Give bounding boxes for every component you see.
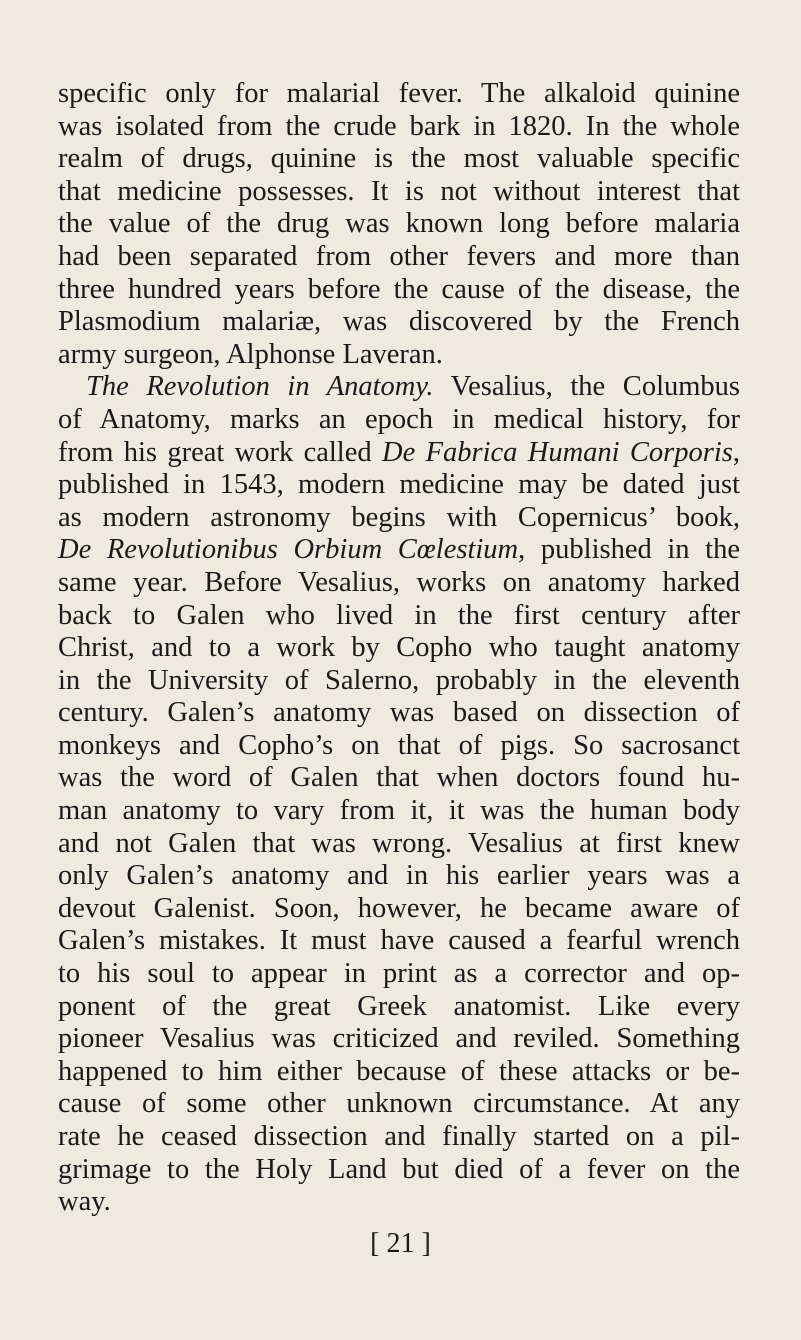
text-line [58,371,740,404]
italic-text: De Revolutionibus Orbium Cœlestium [58,534,519,566]
text-segment: man anatomy to vary from it, it was the human body [58,795,740,827]
text-segment: monkeys and Copho’s on that of pigs. So sacrosanct [58,729,740,761]
text-segment: Plasmodium malariæ, was discovered by the French [58,306,740,338]
text-segment: grimage to the Holy Land but died of a fever on the [58,1153,740,1185]
text-segment: the value of the drug was known long before malaria [58,208,740,240]
text-line [58,1088,740,1121]
text-line [58,404,740,437]
text-line [58,1121,740,1154]
text-segment: cause of some other unknown circumstance. At any [58,1088,740,1120]
text-line [58,1186,740,1219]
text-segment: only Galen’s anatomy and in his earlier years was a [58,860,740,892]
text-segment: was the word of Galen that when doctors found hu- [58,762,740,794]
text-line [58,306,740,339]
text-line [58,925,740,958]
text-line [58,111,740,144]
text-line [58,339,740,372]
text-line [58,632,740,665]
text-line [58,274,740,307]
text-line [58,730,740,763]
text-segment: back to Galen who lived in the first century after [58,599,740,631]
text-segment: realm of drugs, quinine is the most valuable specific [58,143,740,175]
text-line [58,208,740,241]
text-segment: same year. Before Vesalius, works on anatomy harked [58,566,740,598]
text-segment: Galen’s mistakes. It must have caused a fearful wrench [58,925,740,957]
text-segment: to his soul to appear in print as a corrector and op- [58,958,740,990]
text-line [58,241,740,274]
text-line [58,1023,740,1056]
text-segment: century. Galen’s anatomy was based on dissection of [58,697,740,729]
text-line [58,762,740,795]
text-segment: and not Galen that was wrong. Vesalius at first knew [58,827,740,859]
text-segment: Christ, and to a work by Copho who taught anatomy [58,632,740,664]
text-segment: that medicine possesses. It is not without interest that [58,175,740,207]
text-line [58,991,740,1024]
text-segment: army surgeon, Alphonse Laveran. [58,338,443,370]
text-line [58,176,740,209]
text-segment: of Anatomy, marks an epoch in medical history, for [58,403,740,435]
text-segment: specific only for malarial fever. The alkaloid quinine [58,78,740,109]
text-line [58,78,740,111]
italic-text: The Revolution in Anatomy. [86,371,434,403]
text-line [58,665,740,698]
text-line [58,893,740,926]
text-line [58,437,740,470]
text-line [58,828,740,861]
italic-text: De Fabrica Humani Corporis [381,436,733,468]
text-line [58,600,740,633]
page-body [58,78,740,1219]
text-segment: , [732,436,740,468]
text-line [58,1056,740,1089]
text-line [58,795,740,828]
text-line [58,502,740,535]
text-segment: in the University of Salerno, probably in the eleventh [58,664,740,696]
text-segment: had been separated from other fevers and more than [58,240,740,272]
text-segment: way. [58,1186,111,1218]
text-segment: rate he ceased dissection and finally started on a pil- [58,1121,740,1152]
text-line [58,1154,740,1187]
text-line [58,469,740,502]
text-segment: happened to him either because of these attacks or be- [58,1055,740,1087]
page-number: [ 21 ] [370,1228,431,1259]
text-segment: , published in the [518,534,740,566]
text-line [58,567,740,600]
text-segment: Vesalius, the Columbus [433,371,740,403]
text-segment: pioneer Vesalius was criticized and reviled. Something [58,1023,740,1055]
text-segment: ponent of the great Greek anatomist. Like every [58,990,740,1022]
text-segment: three hundred years before the cause of the disease, the [58,273,740,305]
text-line [58,697,740,730]
text-line [58,143,740,176]
text-segment: as modern astronomy begins with Copernicus’ book, [58,501,740,533]
text-segment: from his great work called [58,436,382,468]
text-line [58,958,740,991]
text-segment: devout Galenist. Soon, however, he became aware of [58,892,740,924]
text-segment: was isolated from the crude bark in 1820. In the whole [58,110,740,142]
text-segment: published in 1543, modern medicine may be dated just [58,469,740,501]
text-line [58,534,740,567]
text-line [58,860,740,893]
